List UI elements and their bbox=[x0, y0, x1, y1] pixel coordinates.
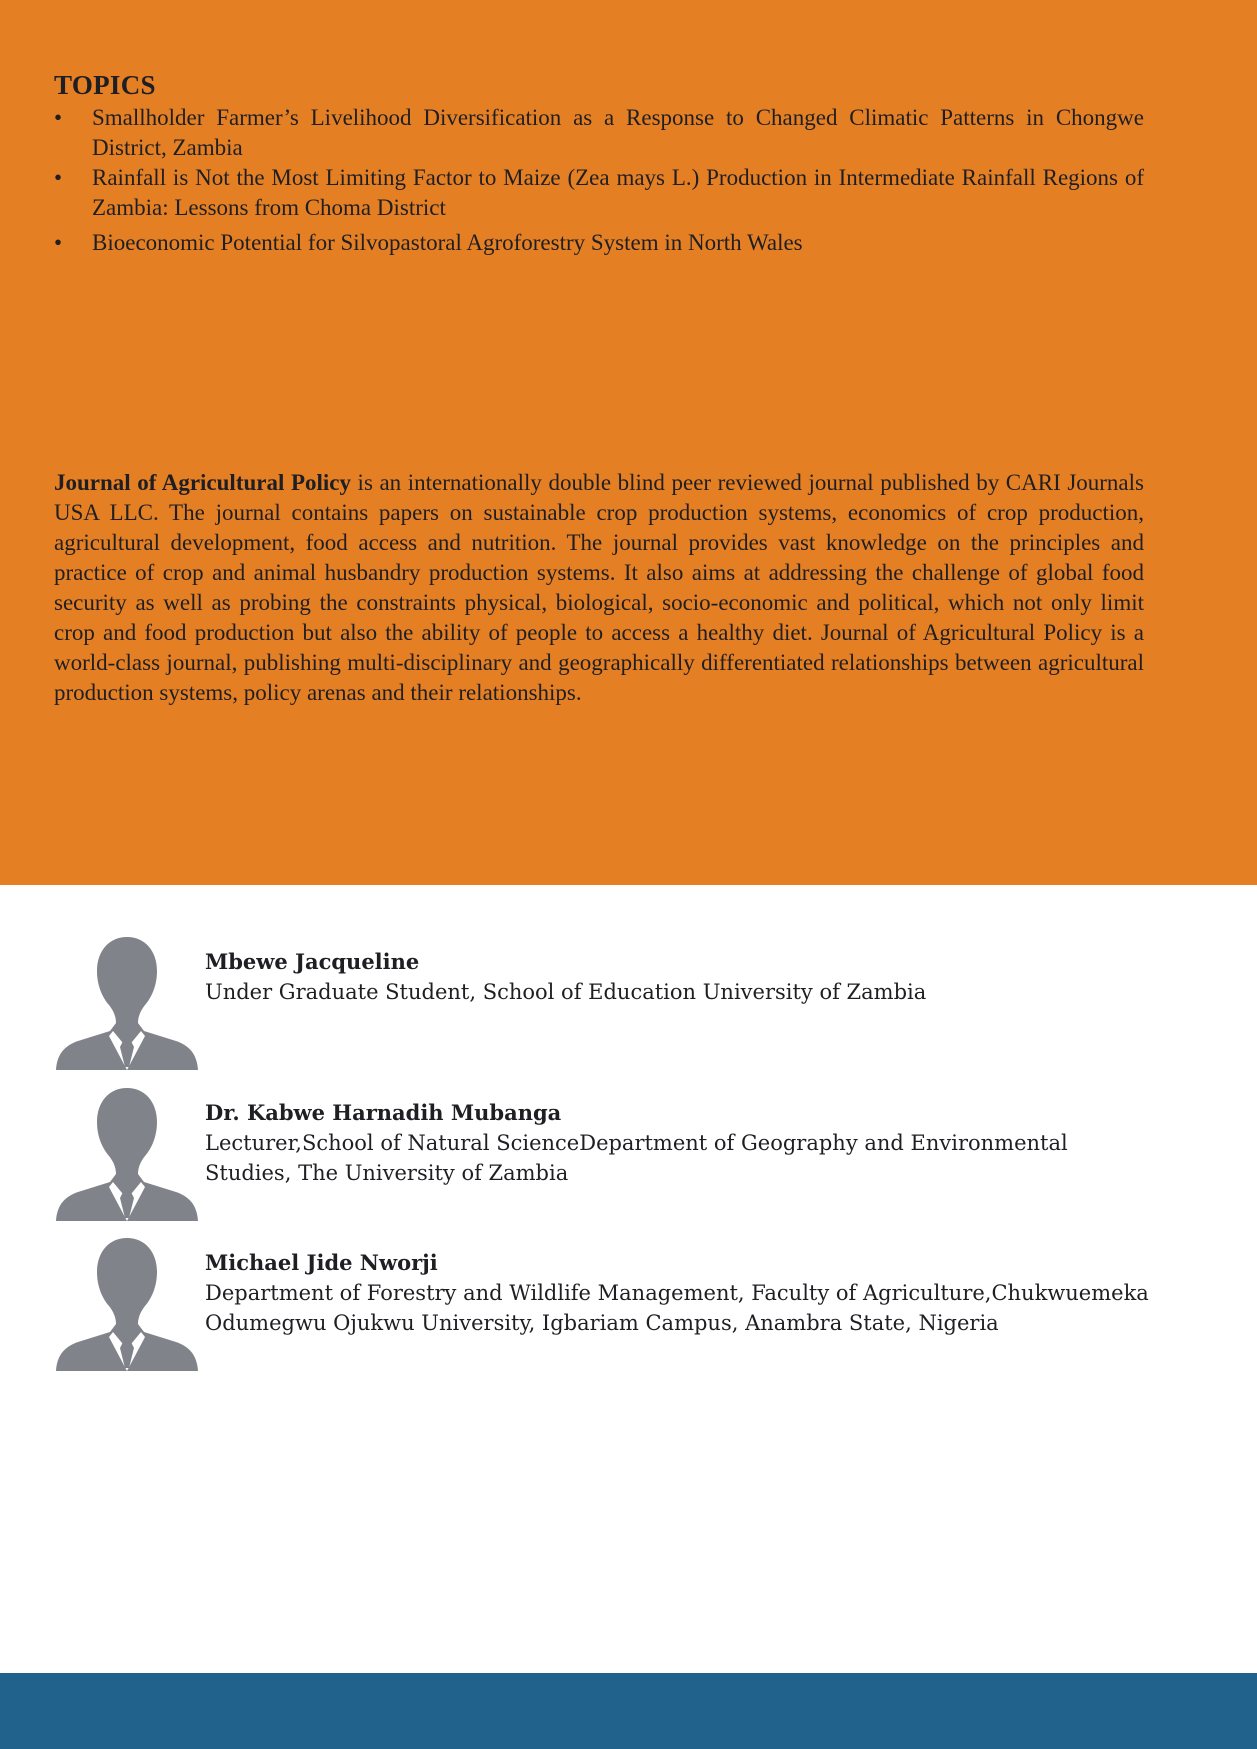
author-card bbox=[56, 935, 1156, 1070]
topics-heading: TOPICS bbox=[54, 70, 156, 100]
author-name: Dr. Kabwe Harnadih Mubanga bbox=[205, 1100, 562, 1125]
author-info bbox=[205, 947, 1155, 1007]
person-silhouette-icon bbox=[56, 1236, 198, 1371]
author-affiliation: Lecturer,School of Natural ScienceDepartment of Geography and Environmental Studies, The University of Zambia bbox=[205, 1131, 1068, 1185]
footer-bar bbox=[0, 1673, 1257, 1749]
author-name: Mbewe Jacqueline bbox=[205, 949, 420, 974]
topic-text: Rainfall is Not the Most Limiting Factor to Maize (Zea mays L.) Production in Intermediate Rainfall Regions of Zambia: Lessons from Choma District bbox=[92, 165, 1144, 220]
bullet: • bbox=[54, 230, 63, 255]
author-card bbox=[56, 1236, 1156, 1371]
journal-description bbox=[54, 468, 1144, 708]
author-affiliation: Department of Forestry and Wildlife Management, Faculty of Agriculture,Chukwuemeka Odumegwu Ojukwu University, Igbariam Campus, Anambra State, Nigeria bbox=[205, 1281, 1149, 1335]
topic-text: Smallholder Farmer’s Livelihood Diversification as a Response to Changed Climatic Patterns in Chongwe District, Zambia bbox=[92, 105, 1144, 160]
journal-name: Journal of Agricultural Policy bbox=[54, 470, 351, 495]
author-info bbox=[205, 1248, 1155, 1338]
topic-item bbox=[54, 163, 1144, 223]
author-info bbox=[205, 1098, 1155, 1188]
topic-item bbox=[54, 103, 1144, 163]
topic-item bbox=[54, 228, 1144, 258]
author-card bbox=[56, 1086, 1156, 1221]
bullet: • bbox=[54, 105, 63, 130]
person-silhouette-icon bbox=[56, 935, 198, 1070]
bullet: • bbox=[54, 165, 63, 190]
author-affiliation: Under Graduate Student, School of Education University of Zambia bbox=[205, 980, 927, 1004]
person-silhouette-icon bbox=[56, 1086, 198, 1221]
journal-description-text: is an internationally double blind peer reviewed journal published by CARI Journals USA LLC. The journal contains papers on sustainable crop production systems, economics of crop production, agricultural development, food access and nutrition. The journal provides vast knowledge on the principles and practice of crop and animal husbandry production systems. It also aims at addressing the challenge of global food security as well as probing the constraints physical, biological, socio-economic and political, which not only limit crop and food production but also the ability of people to access a healthy diet. Journal of Agricultural Policy is a world-class journal, publishing multi-disciplinary and geographically differentiated relationships between agricultural production systems, policy arenas and their relationships. bbox=[54, 470, 1144, 705]
topics-list bbox=[54, 103, 1144, 258]
author-name: Michael Jide Nworji bbox=[205, 1250, 438, 1275]
topic-text: Bioeconomic Potential for Silvopastoral Agroforestry System in North Wales bbox=[92, 230, 803, 255]
